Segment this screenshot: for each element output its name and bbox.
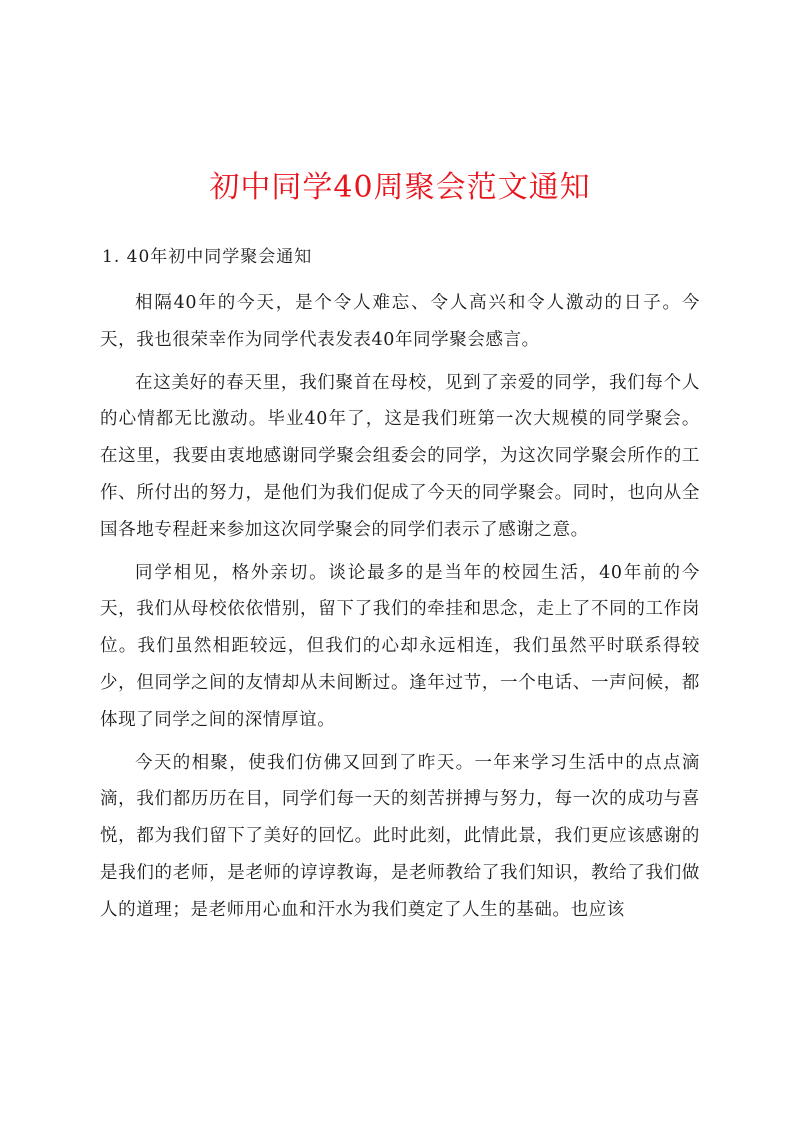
paragraph: 今天的相聚，使我们仿佛又回到了昨天。一年来学习生活中的点点滴滴，我们都历历在目，同学们每一天的刻苦拼搏与努力，每一次的成功与喜悦，都为我们留下了美好的回忆。此时此刻，此情此景，我们更应该感谢的是我们的老师，是老师的谆谆教诲，是老师教给了我们知识，教给了我们做人的道理；是老师用心血和汗水为我们奠定了人生的基础。也应该 bbox=[100, 752, 700, 920]
paragraph: 在这美好的春天里，我们聚首在母校，见到了亲爱的同学，我们每个人的心情都无比激动。毕业40年了，这是我们班第一次大规模的同学聚会。在这里，我要由衷地感谢同学聚会组委会的同学，为这次同学聚会所作的工作、所付出的努力，是他们为我们促成了今天的同学聚会。同时，也向从全国各地专程赶来参加这次同学聚会的同学们表示了感谢之意。 bbox=[100, 372, 700, 540]
document-title: 初中同学40周聚会范文通知 bbox=[209, 170, 591, 205]
paragraph: 相隔40年的今天，是个令人难忘、令人高兴和令人激动的日子。今天，我也很荣幸作为同学代表发表40年同学聚会感言。 bbox=[100, 293, 700, 350]
paragraph: 同学相见，格外亲切。谈论最多的是当年的校园生活，40年前的今天，我们从母校依依惜别，留下了我们的牵挂和思念，走上了不同的工作岗位。我们虽然相距较远，但我们的心却永远相连，我们虽然平时联系得较少，但同学之间的友情却从未间断过。逢年过节，一个电话、一声问候，都体现了同学之间的深情厚谊。 bbox=[100, 562, 700, 730]
document-body bbox=[100, 285, 700, 935]
section-heading: 1. 40年初中同学聚会通知 bbox=[102, 247, 313, 267]
